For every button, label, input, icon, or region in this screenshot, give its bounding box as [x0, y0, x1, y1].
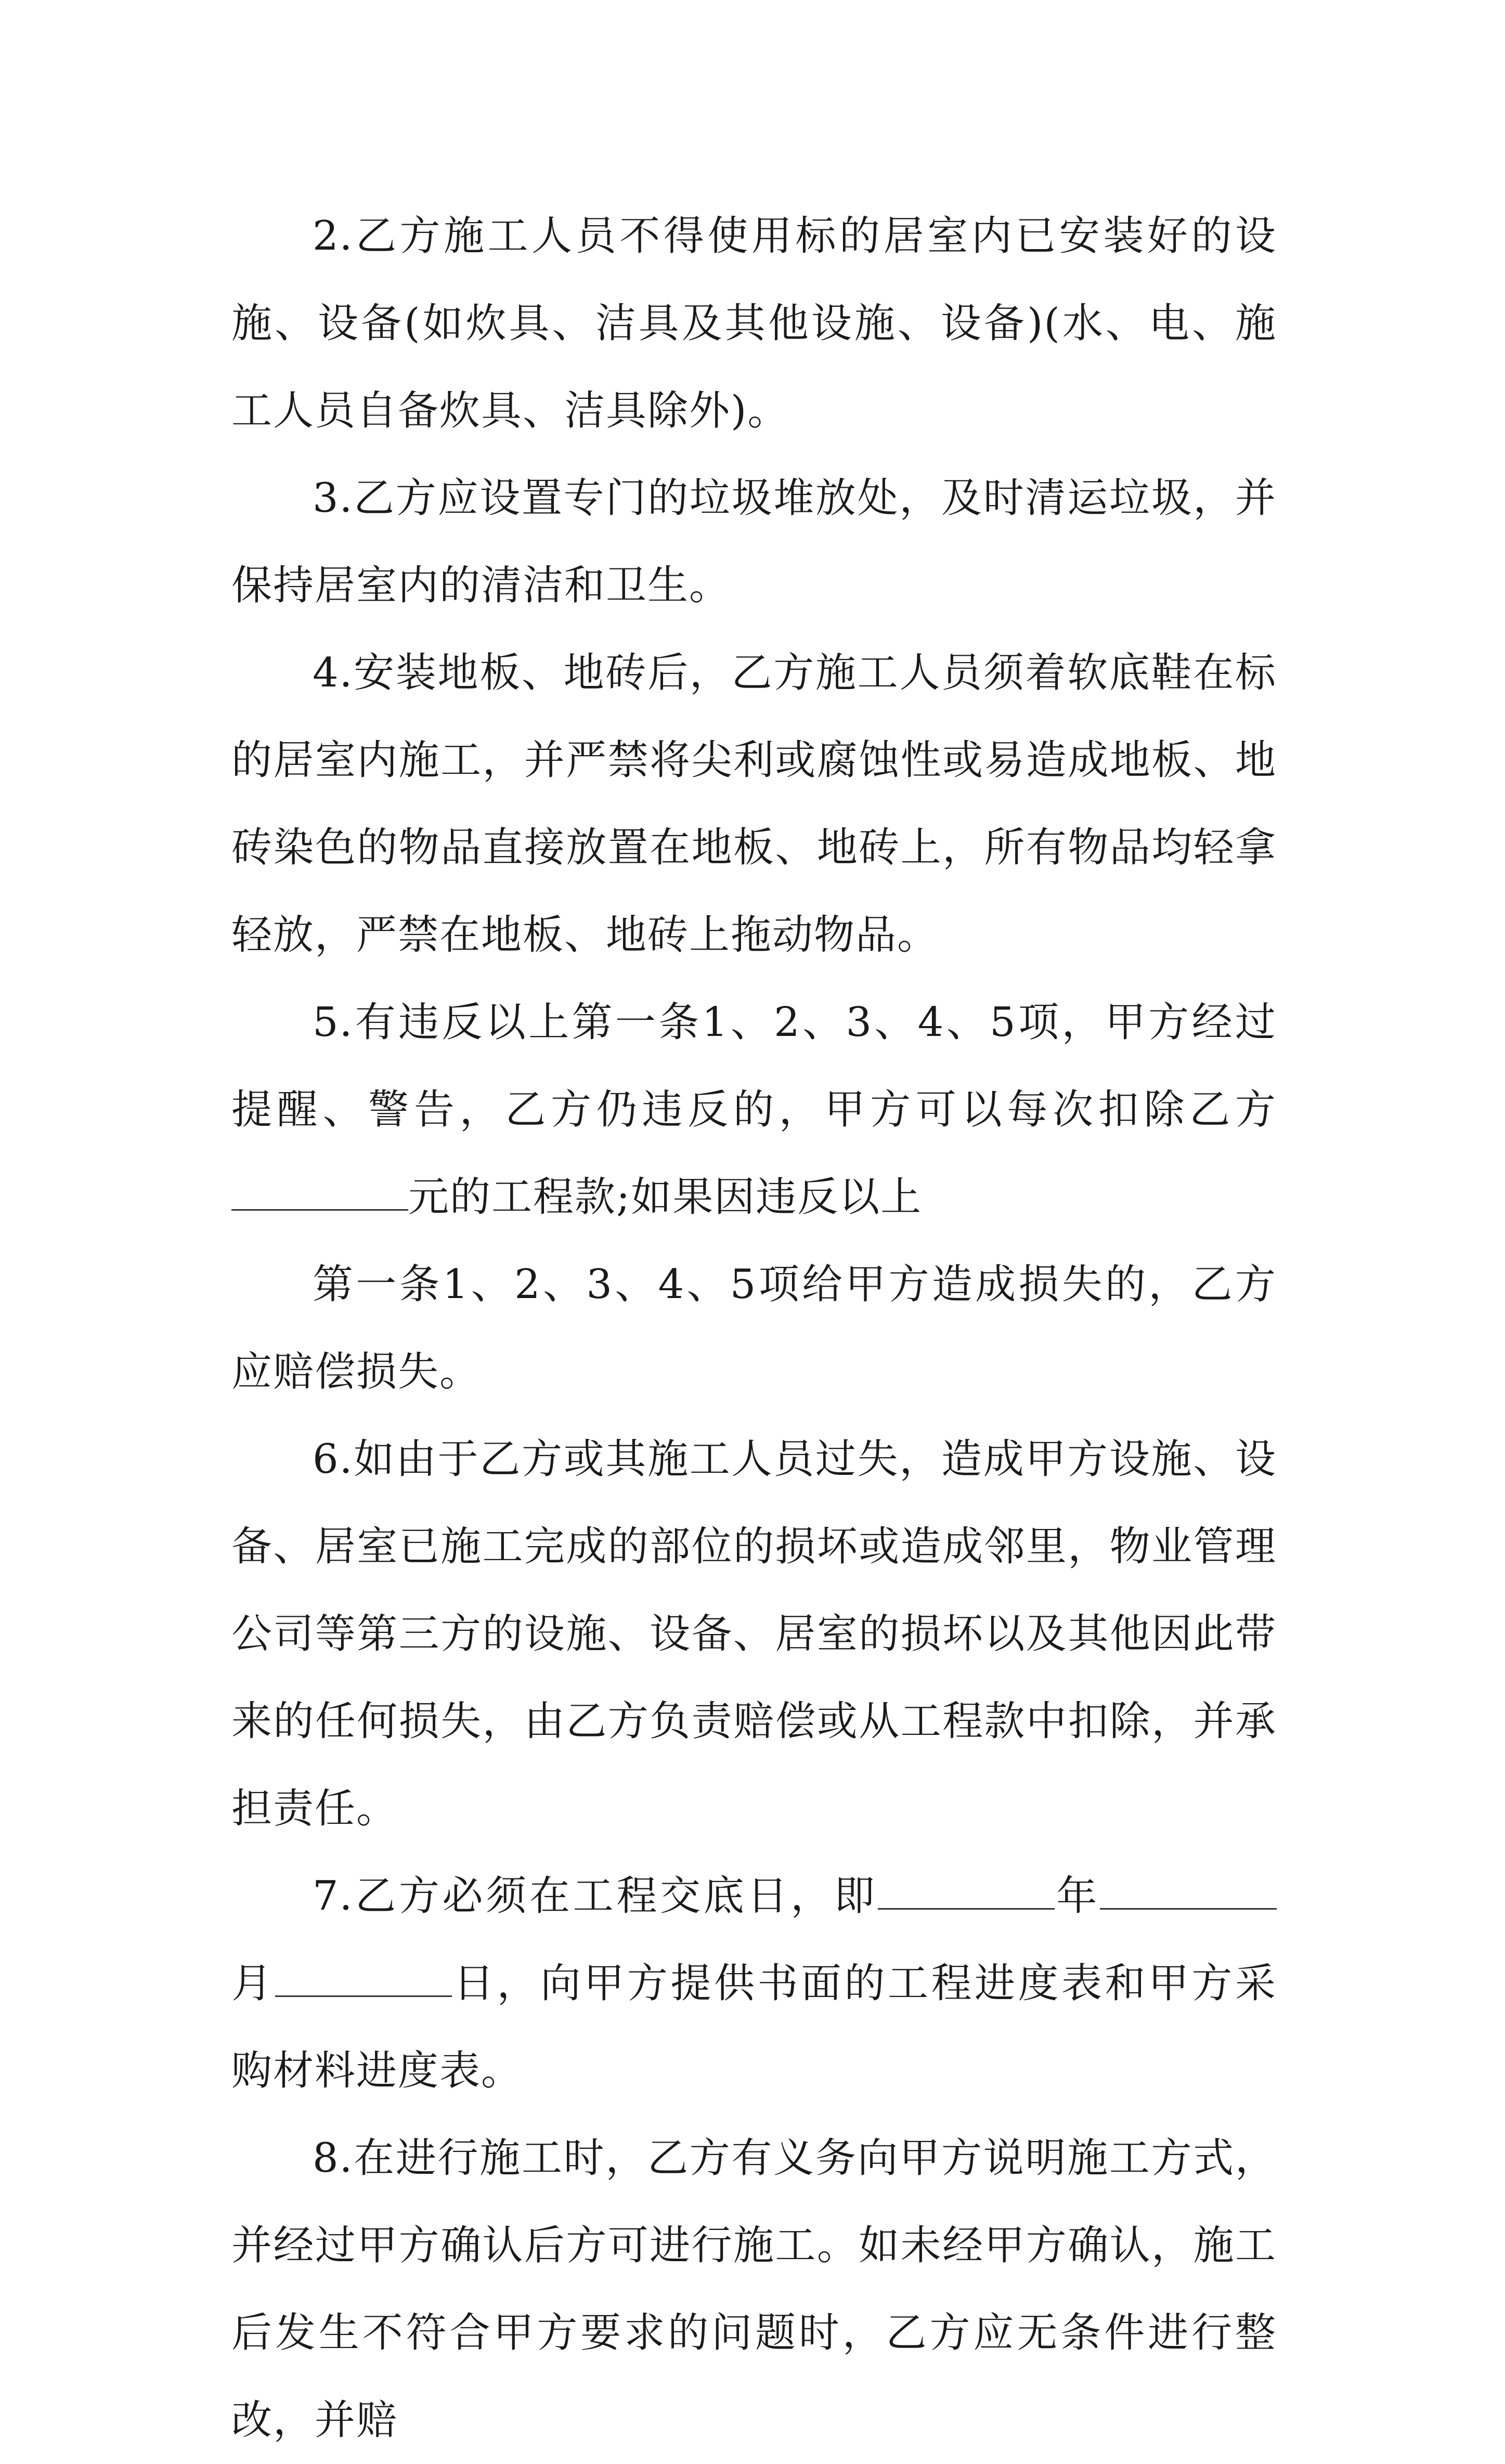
- clause-7-text-after: 日，向甲方提供书面的工程进度表和甲方采购材料进度表。: [231, 1960, 1277, 2094]
- paragraph-clause-3: 3.乙方应设置专门的垃圾堆放处，及时清运垃圾，并保持居室内的清洁和卫生。: [231, 475, 1277, 609]
- paragraph-clause-6: 6.如由于乙方或其施工人员过失，造成甲方设施、设备、居室已施工完成的部位的损坏或造成邻里，物业管理公司等第三方的设施、设备、居室的损坏以及其他因此带来的任何损失，由乙方负责赔偿或从工程款中扣除，并承担责任。: [231, 1436, 1277, 1832]
- paragraph-clause-8: 8.在进行施工时，乙方有义务向甲方说明施工方式，并经过甲方确认后方可进行施工。如未经甲方确认，施工后发生不符合甲方要求的问题时，乙方应无条件进行整改，并赔: [231, 2135, 1277, 2444]
- clause-5-text-before: 5.有违反以上第一条1、2、3、4、5项，甲方经过提醒、警告，乙方仍违反的，甲方可以每次扣除乙方: [231, 999, 1277, 1133]
- month-blank: [1100, 1877, 1277, 1910]
- clause-5-text-after: 元的工程款;如果因违反以上: [408, 1174, 923, 1221]
- paragraph-clause-2: 2.乙方施工人员不得使用标的居室内已安装好的设施、设备(如炊具、洁具及其他设施、设备)(水、电、施工人员自备炊具、洁具除外)。: [231, 213, 1277, 434]
- paragraph-clause-7: [231, 1852, 1277, 2115]
- paragraph-clause-5-continued: 第一条1、2、3、4、5项给甲方造成损失的，乙方应赔偿损失。: [231, 1261, 1277, 1395]
- day-blank: [275, 1964, 452, 1997]
- clause-7-text-before: 7.乙方必须在工程交底日，即: [313, 1873, 878, 1920]
- year-blank: [878, 1877, 1055, 1910]
- paragraph-clause-5: [231, 979, 1277, 1241]
- document-body: [231, 192, 1277, 2464]
- year-label: 年: [1054, 1873, 1100, 1920]
- deduction-amount-blank: [231, 1178, 408, 1211]
- month-label: 月: [231, 1960, 275, 2007]
- paragraph-clause-4: 4.安装地板、地砖后，乙方施工人员须着软底鞋在标的居室内施工，并严禁将尖利或腐蚀性或易造成地板、地砖染色的物品直接放置在地板、地砖上，所有物品均轻拿轻放，严禁在地板、地砖上拖动物品。: [231, 650, 1277, 958]
